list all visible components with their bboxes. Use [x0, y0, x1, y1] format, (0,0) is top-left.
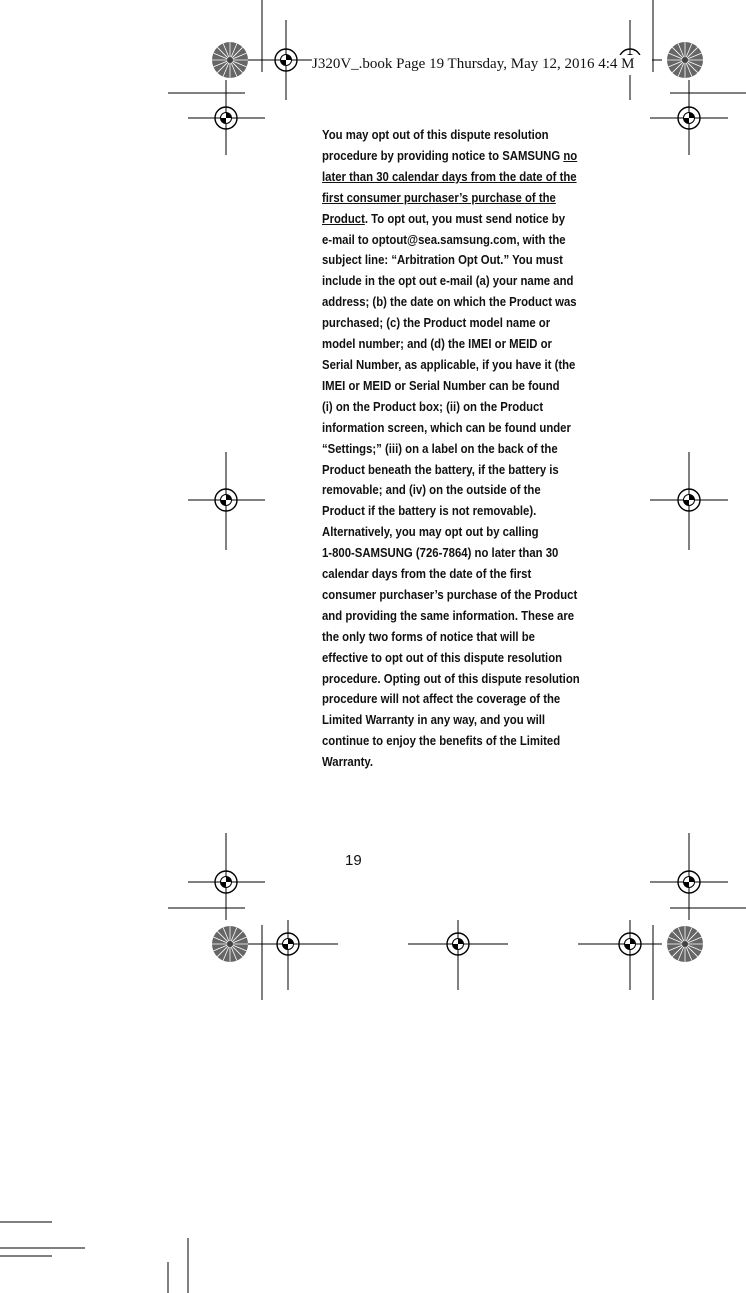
- paragraph-line: [322, 334, 612, 355]
- paragraph-line: [322, 648, 612, 669]
- text-segment: procedure by providing notice to SAMSUNG: [322, 147, 564, 163]
- crop-marks-bottom: [0, 833, 746, 1293]
- text-segment: 1-800-SAMSUNG (726-7864) no later than 30: [322, 545, 559, 561]
- text-segment: information screen, which can be found under: [322, 419, 571, 435]
- page-number: 19: [345, 852, 362, 869]
- text-segment: subject line: “Arbitration Opt Out.” You must: [322, 252, 563, 268]
- text-segment: (i) on the Product box; (ii) on the Product: [322, 398, 544, 414]
- paragraph-line: [322, 460, 612, 481]
- paragraph-line: [322, 209, 612, 230]
- paragraph-line: [322, 188, 612, 209]
- paragraph-line: [322, 606, 612, 627]
- text-segment: You may opt out of this dispute resolution: [322, 127, 549, 142]
- text-segment: . To opt out, you must send notice by: [364, 210, 566, 226]
- paragraph-line: [322, 418, 612, 439]
- text-segment: e-mail to optout@sea.samsung.com, with the: [322, 231, 566, 247]
- paragraph-line: [322, 439, 612, 460]
- text-segment: removable; and (iv) on the outside of the: [322, 482, 541, 498]
- text-segment: calendar days from the date of the first: [322, 566, 532, 582]
- underlined-text: first consumer purchaser’s purchase of the: [322, 189, 556, 205]
- underlined-text: no: [563, 147, 578, 163]
- text-segment: Serial Number, as applicable, if you have it (the: [322, 356, 576, 372]
- warranty-opt-out-paragraph: [322, 125, 612, 773]
- paragraph-line: [322, 752, 612, 773]
- paragraph-line: [322, 585, 612, 606]
- paragraph-line: [322, 522, 612, 543]
- paragraph-line: [322, 564, 612, 585]
- paragraph-line: [322, 710, 612, 731]
- paragraph-line: [322, 271, 612, 292]
- paragraph-line: [322, 125, 612, 146]
- text-segment: consumer purchaser’s purchase of the Product: [322, 586, 578, 602]
- text-segment: and providing the same information. These are: [322, 607, 575, 623]
- text-segment: IMEI or MEID or Serial Number can be found: [322, 377, 560, 393]
- text-segment: effective to opt out of this dispute resolution: [322, 649, 563, 665]
- text-segment: “Settings;” (iii) on a label on the back of the: [322, 440, 558, 456]
- text-segment: Alternatively, you may opt out by calling: [322, 524, 539, 540]
- text-segment: procedure. Opting out of this dispute resolution: [322, 670, 580, 686]
- star-target-bottom-right: [667, 926, 703, 962]
- print-slug-header: J320V_.book Page 19 Thursday, May 12, 2016 4:4 M: [312, 55, 652, 75]
- paragraph-line: [322, 397, 612, 418]
- paragraph-line: [322, 627, 612, 648]
- paragraph-line: [322, 501, 612, 522]
- text-segment: purchased; (c) the Product model name or: [322, 315, 551, 331]
- text-segment: Limited Warranty in any way, and you will: [322, 712, 546, 728]
- text-segment: Product if the battery is not removable).: [322, 503, 537, 519]
- paragraph-line: [322, 313, 612, 334]
- paragraph-line: [322, 250, 612, 271]
- text-segment: include in the opt out e-mail (a) your name and: [322, 273, 574, 289]
- text-segment: the only two forms of notice that will be: [322, 628, 535, 644]
- text-segment: Product beneath the battery, if the battery is: [322, 461, 559, 477]
- text-segment: continue to enjoy the benefits of the Limited: [322, 733, 561, 749]
- paragraph-line: [322, 146, 612, 167]
- underlined-text: later than 30 calendar days from the date of the: [322, 168, 577, 184]
- paragraph-line: [322, 731, 612, 752]
- paragraph-line: [322, 669, 612, 690]
- star-target-bottom-left: [212, 926, 248, 962]
- text-segment: procedure will not affect the coverage of the: [322, 691, 561, 707]
- paragraph-line: [322, 355, 612, 376]
- paragraph-line: [322, 376, 612, 397]
- paragraph-line: [322, 167, 612, 188]
- star-target-top-right: [667, 42, 703, 78]
- text-segment: model number; and (d) the IMEI or MEID or: [322, 336, 552, 352]
- star-target-top-left: [212, 42, 248, 78]
- paragraph-line: [322, 292, 612, 313]
- paragraph-line: [322, 480, 612, 501]
- underlined-text: Product: [322, 210, 365, 226]
- text-segment: address; (b) the date on which the Product was: [322, 294, 577, 310]
- paragraph-line: [322, 689, 612, 710]
- paragraph-line: [322, 543, 612, 564]
- text-segment: Warranty.: [322, 754, 374, 770]
- paragraph-line: [322, 230, 612, 251]
